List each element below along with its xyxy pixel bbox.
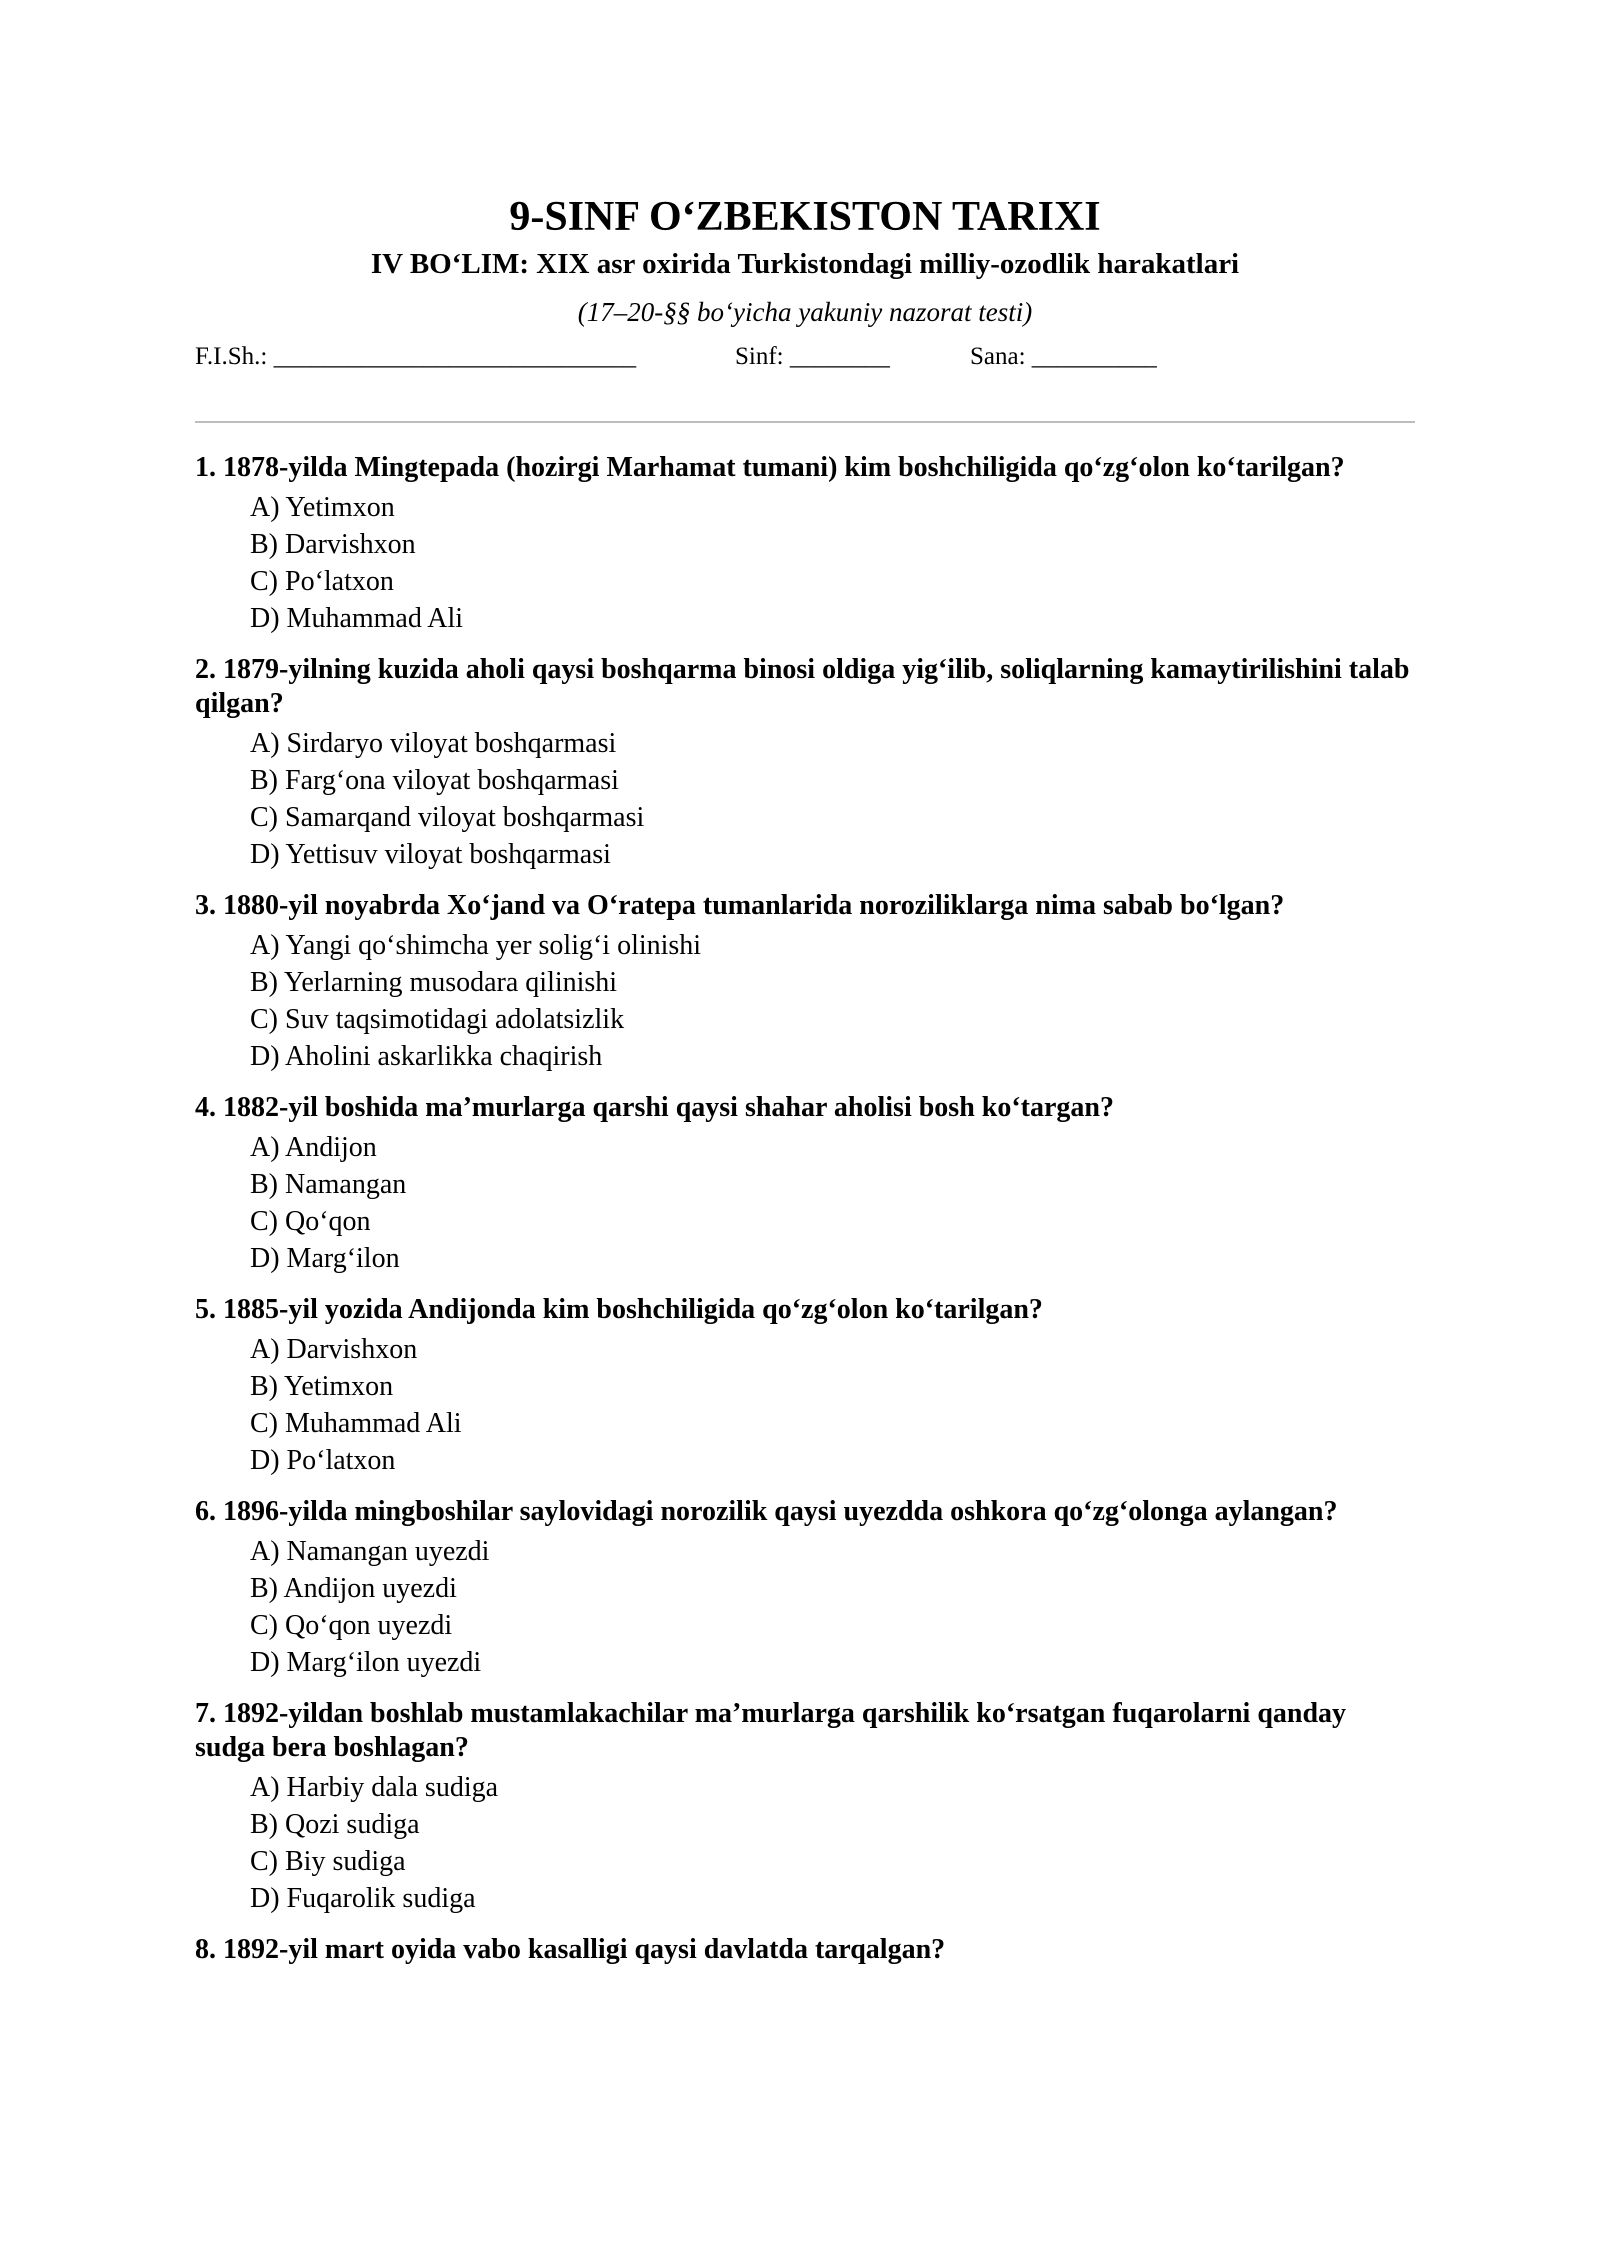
answer-option[interactable]: B) Yerlarning musodara qilinishi (250, 967, 618, 998)
class-field[interactable]: Sinf: ________ (735, 343, 890, 370)
answer-option[interactable]: A) Sirdaryo viloyat boshqarmasi (250, 728, 617, 759)
question-item (195, 653, 1415, 873)
answer-options (195, 927, 1415, 1075)
answer-option[interactable]: C) Samarqand viloyat boshqarmasi (250, 802, 645, 833)
test-description: (17–20-§§ bo‘yicha yakuniy nazorat testi) (577, 297, 1033, 327)
question-item (195, 1091, 1415, 1277)
question-text: 3. 1880-yil noyabrda Xo‘jand va O‘ratepa tumanlarida noroziliklarga nima sabab bo‘lgan? (195, 890, 1285, 921)
answer-option[interactable]: A) Yangi qo‘shimcha yer solig‘i olinishi (250, 930, 702, 961)
question-item (195, 1293, 1415, 1479)
answer-option[interactable]: B) Darvishxon (250, 529, 416, 560)
divider (195, 421, 1415, 423)
question-text: 1. 1878-yilda Mingtepada (hozirgi Marhamat tumani) kim boshchiligida qo‘zg‘olon ko‘tarilgan? (195, 452, 1345, 483)
section-subtitle: IV BO‘LIM: XIX asr oxirida Turkistondagi milliy-ozodlik harakatlari (370, 248, 1240, 280)
question-text: 2. 1879-yilning kuzida aholi qaysi boshqarma binosi oldiga yig‘ilib, soliqlarning kamaytirilishini talab qilgan? (195, 654, 1410, 719)
answer-option[interactable]: A) Harbiy dala sudiga (250, 1772, 499, 1803)
answer-options (195, 1331, 1415, 1479)
test-page (195, 192, 1415, 1983)
answer-option[interactable]: A) Yetimxon (250, 492, 395, 523)
answer-options (195, 1769, 1415, 1917)
answer-option[interactable]: C) Muhammad Ali (250, 1408, 462, 1439)
question-text: 7. 1892-yildan boshlab mustamlakachilar ma’murlarga qarshilik ko‘rsatgan fuqarolarni qanday sudga bera boshlagan? (195, 1698, 1347, 1763)
question-item (195, 1697, 1415, 1917)
answer-options (195, 725, 1415, 873)
answer-option[interactable]: A) Darvishxon (250, 1334, 418, 1365)
name-field[interactable]: F.I.Sh.: _____________________________ (195, 343, 637, 370)
question-item (195, 889, 1415, 1075)
answer-options (195, 1533, 1415, 1681)
student-info-line (195, 340, 1415, 374)
answer-option[interactable]: C) Qo‘qon uyezdi (250, 1610, 453, 1641)
question-text: 8. 1892-yil mart oyida vabo kasalligi qaysi davlatda tarqalgan? (195, 1934, 946, 1965)
question-text: 5. 1885-yil yozida Andijonda kim boshchiligida qo‘zg‘olon ko‘tarilgan? (195, 1294, 1043, 1325)
answer-option[interactable]: B) Farg‘ona viloyat boshqarmasi (250, 765, 619, 796)
answer-option[interactable]: D) Aholini askarlikka chaqirish (250, 1041, 603, 1072)
question-text: 6. 1896-yilda mingboshilar saylovidagi norozilik qaysi uyezdda oshkora qo‘zg‘olonga aylangan? (195, 1496, 1338, 1527)
answer-option[interactable]: B) Namangan (250, 1169, 407, 1200)
answer-option[interactable]: C) Suv taqsimotidagi adolatsizlik (250, 1004, 625, 1035)
answer-option[interactable]: A) Namangan uyezdi (250, 1536, 490, 1567)
page-title: 9-SINF O‘ZBEKISTON TARIXI (509, 194, 1101, 240)
answer-option[interactable]: C) Qo‘qon (250, 1206, 371, 1237)
answer-option[interactable]: C) Biy sudiga (250, 1846, 406, 1877)
answer-option[interactable]: D) Marg‘ilon (250, 1243, 400, 1274)
answer-options (195, 489, 1415, 637)
answer-option[interactable]: D) Marg‘ilon uyezdi (250, 1647, 482, 1678)
answer-option[interactable]: B) Qozi sudiga (250, 1809, 420, 1840)
question-item (195, 1495, 1415, 1681)
question-text: 4. 1882-yil boshida ma’murlarga qarshi qaysi shahar aholisi bosh ko‘targan? (195, 1092, 1114, 1123)
answer-option[interactable]: D) Po‘latxon (250, 1445, 396, 1476)
answer-option[interactable]: B) Andijon uyezdi (250, 1573, 457, 1604)
answer-option[interactable]: C) Po‘latxon (250, 566, 394, 597)
answer-option[interactable]: D) Muhammad Ali (250, 603, 464, 634)
answer-option[interactable]: D) Yettisuv viloyat boshqarmasi (250, 839, 611, 870)
answer-option[interactable]: B) Yetimxon (250, 1371, 394, 1402)
answer-option[interactable]: A) Andijon (250, 1132, 377, 1163)
question-item (195, 1933, 1415, 1967)
answer-options (195, 1129, 1415, 1277)
question-item (195, 451, 1415, 637)
question-list (195, 451, 1415, 1967)
date-field[interactable]: Sana: __________ (970, 343, 1157, 370)
answer-option[interactable]: D) Fuqarolik sudiga (250, 1883, 476, 1914)
